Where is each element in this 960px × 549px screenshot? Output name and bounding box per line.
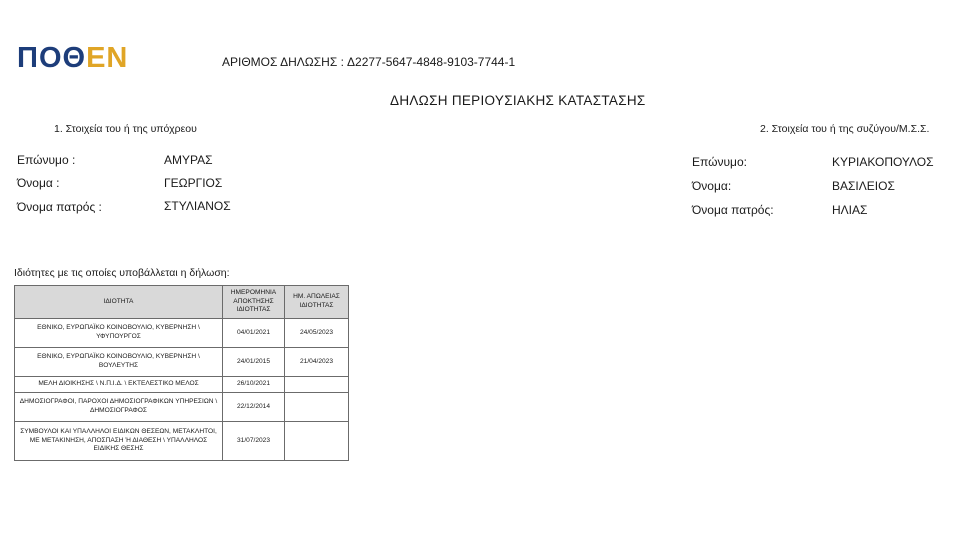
obligor-name-label: Όνομα :	[17, 176, 60, 190]
table-row	[15, 393, 349, 422]
obligor-section-title: 1. Στοιχεία του ή της υπόχρεου	[54, 123, 197, 135]
acquired-date-cell: 31/07/2023	[223, 422, 285, 461]
spouse-name-label: Όνομα:	[692, 179, 732, 193]
header-loss-date: ΗΜ. ΑΠΩΛΕΙΑΣ ΙΔΙΟΤΗΤΑΣ	[285, 286, 349, 319]
table-row	[15, 377, 349, 393]
pothen-logo	[17, 44, 128, 73]
acquired-date-cell: 24/01/2015	[223, 348, 285, 377]
table-row	[15, 319, 349, 348]
acquired-date-cell: 04/01/2021	[223, 319, 285, 348]
lost-date-cell	[285, 393, 349, 422]
table-row	[15, 348, 349, 377]
spouse-father-value: ΗΛΙΑΣ	[832, 203, 868, 217]
document-title: ΔΗΛΩΣΗ ΠΕΡΙΟΥΣΙΑΚΗΣ ΚΑΤΑΣΤΑΣΗΣ	[390, 93, 646, 108]
header-position: ΙΔΙΟΤΗΤΑ	[15, 286, 223, 319]
positions-label: Ιδιότητες με τις οποίες υποβάλλεται η δήλωση:	[14, 267, 230, 279]
obligor-father-label: Όνομα πατρός :	[17, 200, 102, 214]
lost-date-cell	[285, 377, 349, 393]
spouse-surname-label: Επώνυμο:	[692, 155, 747, 169]
declaration-number-label: ΑΡΙΘΜΟΣ ΔΗΛΩΣΗΣ :	[222, 55, 344, 69]
spouse-section-title: 2. Στοιχεία του ή της συζύγου/Μ.Σ.Σ.	[760, 123, 930, 135]
obligor-surname-label: Επώνυμο :	[17, 153, 76, 167]
lost-date-cell	[285, 422, 349, 461]
lost-date-cell: 24/05/2023	[285, 319, 349, 348]
obligor-father-value: ΣΤΥΛΙΑΝΟΣ	[164, 199, 231, 213]
spouse-surname-value: ΚΥΡΙΑΚΟΠΟΥΛΟΣ	[832, 155, 934, 169]
spouse-father-label: Όνομα πατρός:	[692, 203, 774, 217]
logo-main-text: ΠΟΘ	[17, 42, 87, 74]
position-cell: ΜΕΛΗ ΔΙΟΙΚΗΣΗΣ \ Ν.Π.Ι.Δ. \ ΕΚΤΕΛΕΣΤΙΚΟ ΜΕΛΟΣ	[15, 377, 223, 393]
position-cell: ΔΗΜΟΣΙΟΓΡΑΦΟΙ, ΠΑΡΟΧΟΙ ΔΗΜΟΣΙΟΓΡΑΦΙΚΩΝ ΥΠΗΡΕΣΙΩΝ \ ΔΗΜΟΣΙΟΓΡΑΦΟΣ	[15, 393, 223, 422]
logo-accent-text: ΕΝ	[86, 42, 129, 74]
positions-table-header-row	[15, 286, 349, 319]
position-cell: ΣΥΜΒΟΥΛΟΙ ΚΑΙ ΥΠΑΛΛΗΛΟΙ ΕΙΔΙΚΩΝ ΘΕΣΕΩΝ, ΜΕΤΑΚΛΗΤΟΙ, ΜΕ ΜΕΤΑΚΙΝΗΣΗ, ΑΠΟΣΠΑΣΗ Ή ΔΙΑΘΕΣΗ \ ΥΠΑΛΛΗΛΟΣ ΕΙΔΙΚΗΣ ΘΕΣΗΣ	[15, 422, 223, 461]
header-acquisition-date: ΗΜΕΡΟΜΗΝΙΑ ΑΠΟΚΤΗΣΗΣ ΙΔΙΟΤΗΤΑΣ	[223, 286, 285, 319]
obligor-surname-value: ΑΜΥΡΑΣ	[164, 153, 213, 167]
declaration-number: Δ2277-5647-4848-9103-7744-1	[347, 55, 516, 69]
obligor-name-value: ΓΕΩΡΓΙΟΣ	[164, 176, 223, 190]
position-cell: ΕΘΝΙΚΟ, ΕΥΡΩΠΑΪΚΟ ΚΟΙΝΟΒΟΥΛΙΟ, ΚΥΒΕΡΝΗΣΗ \ ΥΦΥΠΟΥΡΓΟΣ	[15, 319, 223, 348]
spouse-name-value: ΒΑΣΙΛΕΙΟΣ	[832, 179, 895, 193]
table-row	[15, 422, 349, 461]
positions-table	[14, 285, 349, 461]
position-cell: ΕΘΝΙΚΟ, ΕΥΡΩΠΑΪΚΟ ΚΟΙΝΟΒΟΥΛΙΟ, ΚΥΒΕΡΝΗΣΗ \ ΒΟΥΛΕΥΤΗΣ	[15, 348, 223, 377]
acquired-date-cell: 22/12/2014	[223, 393, 285, 422]
acquired-date-cell: 26/10/2021	[223, 377, 285, 393]
lost-date-cell: 21/04/2023	[285, 348, 349, 377]
